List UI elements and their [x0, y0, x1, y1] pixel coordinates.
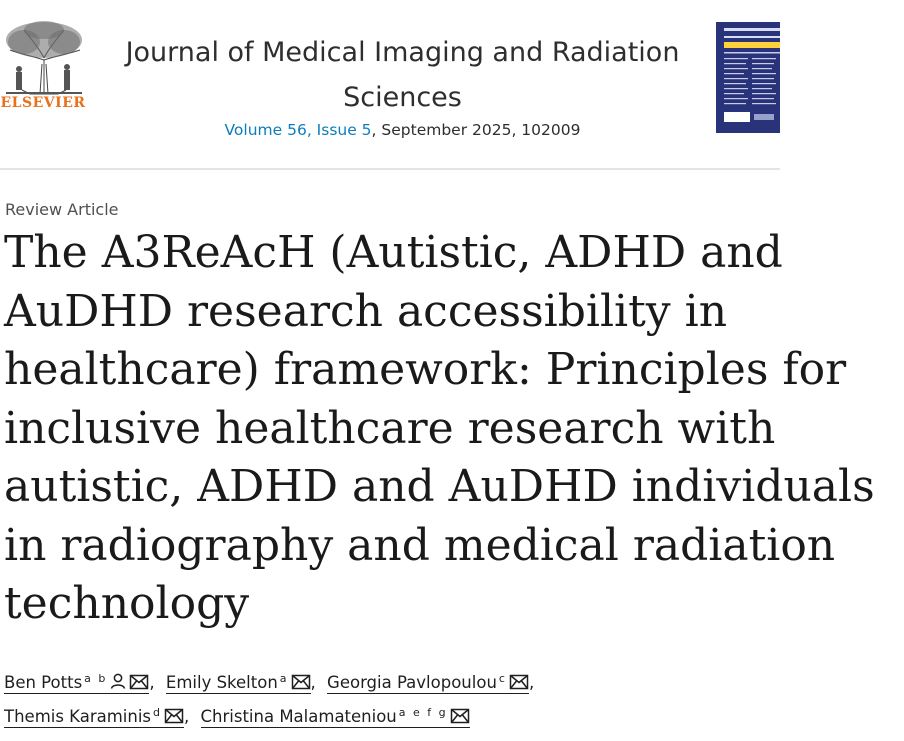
issue-line: [100, 121, 705, 139]
title-line: in radiography and medical radiation: [4, 519, 836, 571]
journal-title[interactable]: Journal of Medical Imaging and Radiation Sciences: [125, 37, 680, 113]
issue-details: , September 2025, 102009: [371, 121, 581, 139]
author-affiliations: a: [279, 672, 289, 685]
author-affiliations: a e f g: [398, 706, 448, 719]
author-christina-malamateniou[interactable]: [201, 707, 470, 728]
author-affiliations: a b: [84, 672, 108, 685]
envelope-icon: [164, 708, 184, 724]
envelope-icon: [450, 708, 470, 724]
title-line: autistic, ADHD and AuDHD individuals: [4, 461, 875, 512]
author-georgia-pavlopoulou[interactable]: [327, 673, 529, 694]
author-row: [4, 664, 780, 698]
elsevier-wordmark: ELSEVIER: [0, 95, 86, 111]
journal-cover-thumbnail[interactable]: [716, 22, 780, 133]
title-line: The A3ReAcH (Autistic, ADHD and: [4, 227, 783, 278]
author-themis-karaminis[interactable]: [4, 707, 184, 728]
author-separator: ,: [310, 673, 316, 692]
title-line: AuDHD research accessibility in: [4, 285, 728, 337]
envelope-icon: [129, 674, 149, 690]
author-separator: ,: [149, 673, 155, 692]
author-affiliations: c: [498, 672, 507, 685]
header-divider: [0, 168, 780, 170]
author-list: [4, 664, 780, 732]
cover-image-icon: [724, 28, 780, 133]
article-type: Review Article: [5, 200, 119, 219]
issue-link[interactable]: Volume 56, Issue 5: [224, 121, 372, 139]
author-ben-potts[interactable]: [4, 673, 149, 694]
title-line: inclusive healthcare research with: [4, 402, 776, 454]
author-emily-skelton[interactable]: [166, 673, 311, 694]
author-row: [4, 698, 780, 732]
author-name: Ben Potts: [4, 673, 83, 692]
author-name: Georgia Pavlopoulou: [327, 673, 497, 692]
article-title: [4, 224, 904, 634]
title-line: healthcare) framework: Principles for: [4, 344, 847, 395]
author-affiliations: d: [153, 706, 163, 719]
author-separator: ,: [528, 673, 535, 692]
envelope-icon: [509, 674, 529, 690]
person-icon: [109, 672, 127, 690]
author-separator: ,: [184, 707, 190, 726]
author-name: Christina Malamateniou: [200, 707, 397, 726]
elsevier-tree-icon: [2, 20, 86, 96]
author-name: Emily Skelton: [165, 673, 278, 692]
journal-header: [0, 0, 780, 168]
envelope-icon: [291, 674, 311, 690]
author-name: Themis Karaminis: [4, 707, 152, 726]
title-line: technology: [4, 578, 250, 629]
